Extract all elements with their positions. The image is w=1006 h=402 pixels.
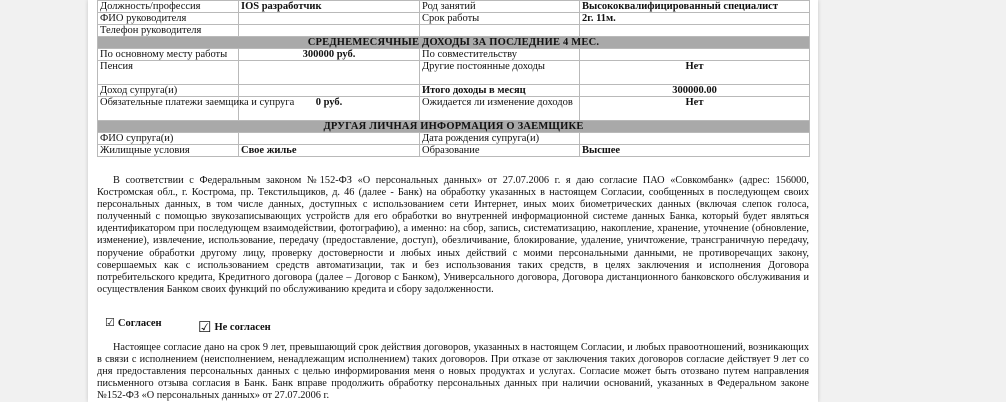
spouse-birthdate-value bbox=[580, 133, 810, 145]
disagree-label: Не согласен bbox=[214, 322, 271, 333]
income-change-value: Нет bbox=[580, 97, 810, 121]
income-change-label: Ожидается ли изменение доходов bbox=[420, 97, 580, 121]
spouse-name-label: ФИО супруга(и) bbox=[98, 133, 239, 145]
occupation-value: Высококвалифицированный специалист bbox=[580, 1, 810, 13]
obligations-label: Обязательные платежи заемщика и супруга bbox=[98, 97, 239, 121]
spouse-name-value bbox=[239, 133, 420, 145]
manager-name-value bbox=[239, 13, 420, 25]
form-row-main-job bbox=[98, 49, 810, 61]
form-row-manager-phone bbox=[98, 25, 810, 37]
consent-paragraph: В соответствии с Федеральным законом №152-ФЗ «О персональных данных» от 27.07.2006 г. я даю согласие ПАО «Совкомбанк» (адрес: 156000, Костромская обл., г. Кострома, пр. Текстильщиков, д. 46 (далее - Банк) на обработку указанных в настоящем Согласии, сообщенных в последующем своих персональных данных, в том числе данных, доступных с использованием сети Интернет, иных моих биометрических данных (включая слепок голоса, полученный с помощью звукозаписывающих устройств для его обработки во внутренней информационной системе данных Банка, который будет являться идентификатором при последующем взаимодействии, фотографию), а именно: на сбор, запись, систематизацию, накопление, хранение, уточнение (обновление, изменение), извлечение, использование, передачу (предоставление, доступ), обезличивание, блокирование, удаление, уничтожение, трансграничную передачу, поручение обработки другому лицу, проверку достоверности и любых иных действий с моими персональными данными, не противоречащих закону, совершаемых как с использованием средств автоматизации, так и без использования таких средств, в целях заключения и исполнения Договора потребительского кредита, Кредитного договора (далее – Договор с Банком), Универсального договора, Договора дистанционного банковского обслуживания и осуществления Банком своих функций по обслуживанию кредита и сбору задолженности. bbox=[97, 175, 809, 295]
pension-label: Пенсия bbox=[98, 61, 239, 85]
position-value: IOS разработчик bbox=[239, 1, 420, 13]
borrower-form-table bbox=[97, 0, 810, 157]
main-job-label: По основному месту работы bbox=[98, 49, 239, 61]
other-income-label: Другие постоянные доходы bbox=[420, 61, 580, 85]
manager-phone-value bbox=[239, 25, 420, 37]
validity-paragraph: Настоящее согласие дано на срок 9 лет, превышающий срок действия договоров, указанных в настоящем Согласии, и любых правоотношений, возникающих в связи с исполнением (неисполнением, ненадлежащим исполнением) таких договоров. При отказе от заключения таких договоров согласие действует 9 лет со дня предоставления персональных данных с целью информирования меня о новых продуктах и услугах. Согласие может быть отозвано путем направления письменного отзыва согласия в Банк. Банк вправе продолжить обработку персональных данных при наличии оснований, указанных в Федеральном законе №152-ФЗ «О персональных данных» от 27.07.2006 г. bbox=[97, 342, 809, 402]
spouse-income-label: Доход супруга(и) bbox=[98, 85, 239, 97]
form-row-housing bbox=[98, 145, 810, 157]
form-row-spouse-name bbox=[98, 133, 810, 145]
spouse-birthdate-label: Дата рождения супруга(и) bbox=[420, 133, 580, 145]
form-row-pension bbox=[98, 61, 810, 85]
work-duration-label: Срок работы bbox=[420, 13, 580, 25]
position-label: Должность/профессия bbox=[98, 1, 239, 13]
total-income-value: 300000.00 bbox=[580, 85, 810, 97]
obligations-value: 0 руб. bbox=[239, 97, 420, 121]
work-duration-value: 2г. 11м. bbox=[580, 13, 810, 25]
disagree-option[interactable] bbox=[198, 316, 271, 335]
income-section-title: СРЕДНЕМЕСЯЧНЫЕ ДОХОДЫ ЗА ПОСЛЕДНИЕ 4 МЕС. bbox=[98, 37, 810, 49]
main-job-value: 300000 руб. bbox=[239, 49, 420, 61]
agree-label: Согласен bbox=[117, 318, 162, 329]
form-row-position bbox=[98, 1, 810, 13]
occupation-label: Род занятий bbox=[420, 1, 580, 13]
pension-value bbox=[239, 61, 420, 85]
education-value: Высшее bbox=[580, 145, 810, 157]
disagree-checkbox-icon[interactable]: ☑ bbox=[198, 320, 212, 336]
spouse-income-value bbox=[239, 85, 420, 97]
agree-option[interactable] bbox=[105, 316, 162, 329]
total-income-label: Итого доходы в месяц bbox=[420, 85, 580, 97]
part-time-label: По совместительству bbox=[420, 49, 580, 61]
empty-cell bbox=[420, 25, 580, 37]
other-info-section-title: ДРУГАЯ ЛИЧНАЯ ИНФОРМАЦИЯ О ЗАЕМЩИКЕ bbox=[98, 121, 810, 133]
part-time-value bbox=[580, 49, 810, 61]
income-section-header bbox=[98, 37, 810, 49]
form-row-manager-name bbox=[98, 13, 810, 25]
education-label: Образование bbox=[420, 145, 580, 157]
agree-checkbox-icon[interactable]: ☑ bbox=[105, 317, 115, 329]
housing-value: Свое жилье bbox=[239, 145, 420, 157]
manager-phone-label: Телефон руководителя bbox=[98, 25, 239, 37]
form-row-spouse-income bbox=[98, 85, 810, 97]
document-page bbox=[88, 0, 818, 402]
manager-name-label: ФИО руководителя bbox=[98, 13, 239, 25]
housing-label: Жилищные условия bbox=[98, 145, 239, 157]
other-info-section-header bbox=[98, 121, 810, 133]
empty-cell bbox=[580, 25, 810, 37]
other-income-value: Нет bbox=[580, 61, 810, 85]
form-row-obligations bbox=[98, 97, 810, 121]
